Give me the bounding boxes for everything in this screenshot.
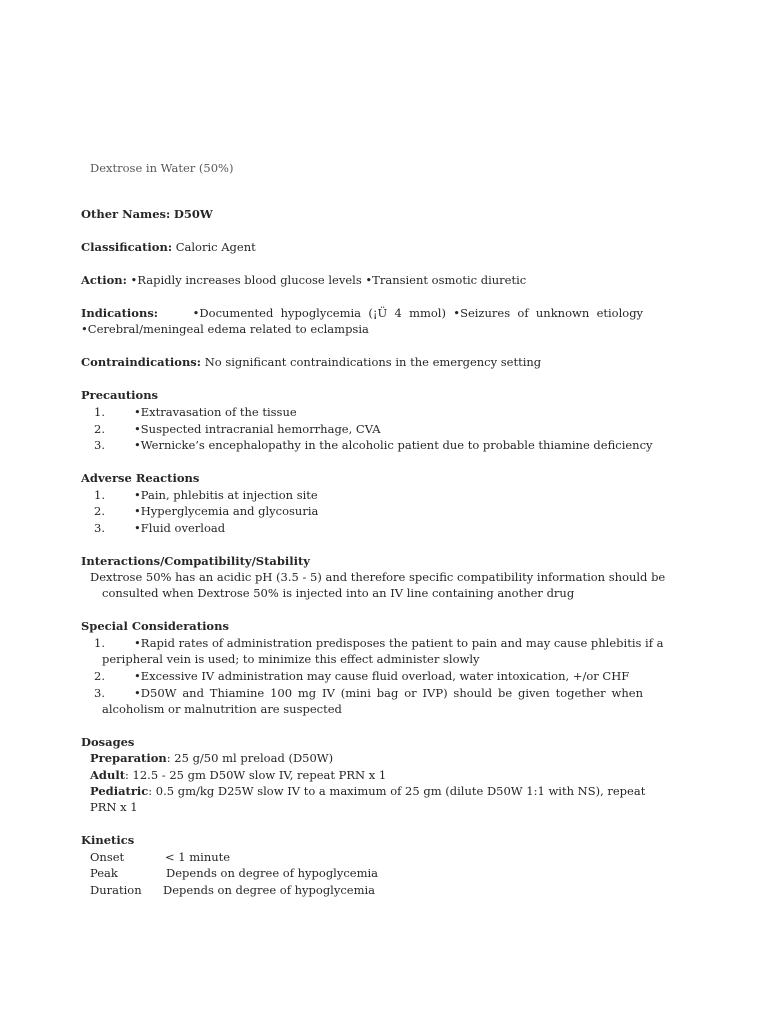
dosage-pediatric: [90, 783, 646, 799]
action-value: •Rapidly increases blood glucose levels •Transient osmotic diuretic: [130, 273, 527, 287]
indications-word: •Documented: [192, 306, 274, 320]
indications-label: Indications:: [81, 306, 159, 320]
dosage-pediatric-continuation: PRN x 1: [90, 800, 138, 814]
dosage-value: : 0.5 gm/kg D25W slow IV to a maximum of 25 gm (dilute D50W 1:1 with NS), repeat: [148, 784, 646, 798]
kinetics-value: < 1 minute: [165, 850, 231, 864]
interactions-text-line: Dextrose 50% has an acidic pH (3.5 - 5) and therefore specific compatibility information should be: [90, 570, 666, 584]
precautions-heading: Precautions: [81, 388, 159, 402]
special-considerations-heading: Special Considerations: [81, 619, 229, 633]
dosage-adult: [90, 767, 386, 783]
list-number: 2.: [94, 669, 105, 683]
classification-value: Caloric Agent: [175, 240, 256, 254]
action-line: [81, 272, 526, 288]
list-number: 3.: [94, 438, 105, 452]
list-number: 1.: [94, 636, 105, 650]
interactions-text-line: consulted when Dextrose 50% is injected into an IV line containing another drug: [102, 586, 575, 600]
dosage-label: Pediatric: [90, 784, 149, 798]
list-number: 2.: [94, 504, 105, 518]
classification-label: Classification:: [81, 240, 173, 254]
kinetics-label: Peak: [90, 866, 118, 880]
dosage-value: : 25 g/50 ml preload (D50W): [166, 751, 334, 765]
dosage-label: Preparation: [90, 751, 167, 765]
kinetics-label: Duration: [90, 883, 142, 897]
list-item: •Wernicke’s encephalopathy in the alcoholic patient due to probable thiamine deficiency: [134, 438, 653, 452]
kinetics-heading: Kinetics: [81, 833, 135, 847]
contraindications-value: No significant contraindications in the emergency setting: [204, 355, 542, 369]
dosages-heading: Dosages: [81, 735, 135, 749]
list-item: •Rapid rates of administration predisposes the patient to pain and may cause phlebitis if a: [134, 636, 664, 650]
list-number: 3.: [94, 686, 105, 700]
indications-word: 4: [394, 306, 402, 320]
dosage-preparation: [90, 750, 333, 766]
list-item: •Hyperglycemia and glycosuria: [134, 504, 319, 518]
adverse-reactions-heading: Adverse Reactions: [81, 471, 200, 485]
contraindications-line: [81, 354, 541, 370]
indications-line: [81, 305, 643, 321]
classification-line: [81, 239, 256, 255]
indications-word: of: [517, 306, 529, 320]
action-label: Action:: [81, 273, 127, 287]
list-number: 3.: [94, 521, 105, 535]
list-item: •Fluid overload: [134, 521, 226, 535]
other-names-value: D50W: [173, 207, 213, 221]
interactions-heading: Interactions/Compatibility/Stability: [81, 554, 310, 568]
document-title: Dextrose in Water (50%): [90, 161, 234, 175]
indications-word: hypoglycemia: [280, 306, 362, 320]
dosage-value: : 12.5 - 25 gm D50W slow IV, repeat PRN x 1: [125, 768, 387, 782]
list-item: •Extravasation of the tissue: [134, 405, 297, 419]
list-number: 1.: [94, 488, 105, 502]
indications-word: unknown: [535, 306, 590, 320]
indications-word: (¡Ü: [368, 306, 388, 320]
list-item-continuation: alcoholism or malnutrition are suspected: [102, 702, 342, 716]
indications-line-2: •Cerebral/meningeal edema related to eclampsia: [81, 322, 369, 336]
contraindications-label: Contraindications:: [81, 355, 202, 369]
other-names-label: Other Names:: [81, 207, 171, 221]
dosage-label: Adult: [90, 768, 126, 782]
list-number: 1.: [94, 405, 105, 419]
other-names-line: [81, 206, 213, 222]
list-item: •Pain, phlebitis at injection site: [134, 488, 318, 502]
indications-word: •Seizures: [453, 306, 511, 320]
kinetics-value: Depends on degree of hypoglycemia: [163, 883, 376, 897]
list-item: •Suspected intracranial hemorrhage, CVA: [134, 422, 381, 436]
list-item: •Excessive IV administration may cause fluid overload, water intoxication, +/or CHF: [134, 669, 630, 683]
indications-word: etiology: [596, 306, 644, 320]
kinetics-value: Depends on degree of hypoglycemia: [166, 866, 379, 880]
list-item-continuation: peripheral vein is used; to minimize this effect administer slowly: [102, 652, 480, 666]
indications-word: mmol): [409, 306, 446, 320]
list-item: •D50W and Thiamine 100 mg IV (mini bag or IVP) should be given together when: [134, 686, 643, 700]
list-number: 2.: [94, 422, 105, 436]
kinetics-label: Onset: [90, 850, 125, 864]
